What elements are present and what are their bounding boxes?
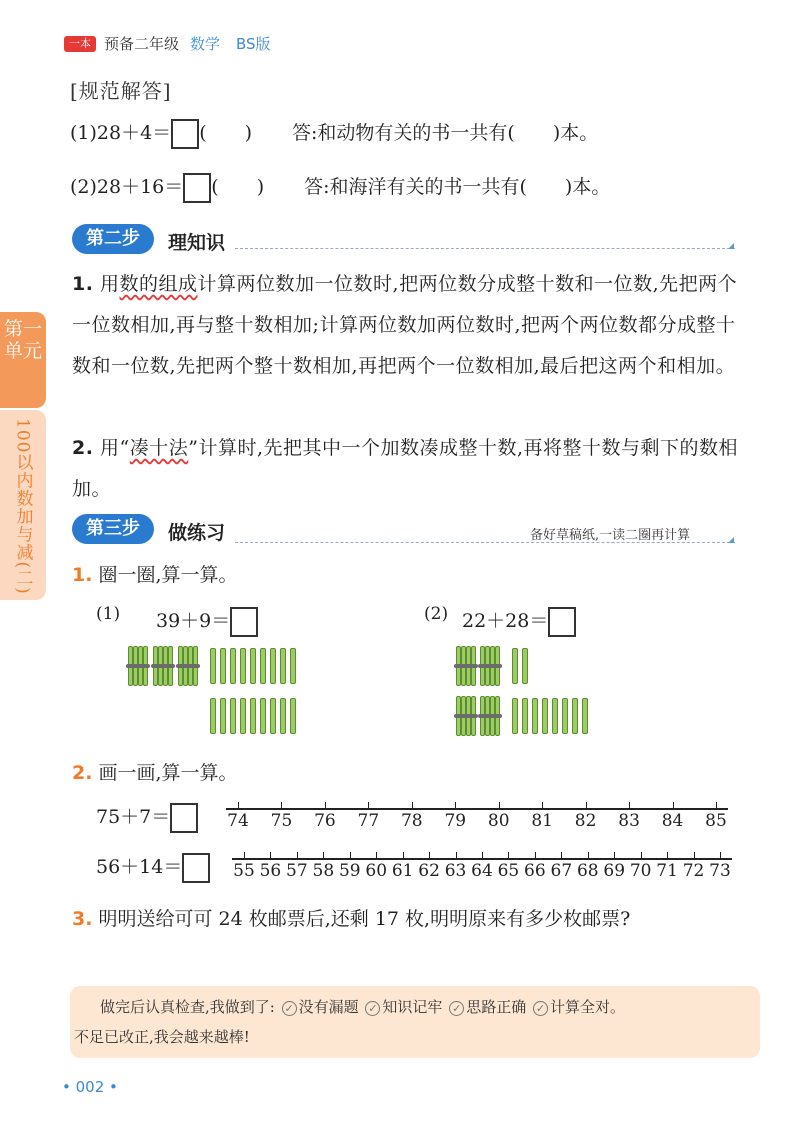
stick-bundle [128, 646, 148, 686]
number-line-label: 78 [400, 811, 423, 831]
ex2-expr-2 [96, 852, 210, 883]
single-stick [290, 698, 296, 734]
number-line-tick [297, 852, 298, 860]
number-line-tick [716, 802, 717, 810]
exercise-text: 画一画,算一算。 [98, 762, 238, 784]
number-line-tick [350, 852, 351, 860]
single-stick [562, 698, 568, 734]
number-line-label: 62 [418, 861, 440, 881]
single-stick [290, 648, 296, 684]
number-line-tick [588, 852, 589, 860]
check-circle-icon[interactable]: ✓ [449, 1001, 464, 1016]
number-line-label: 74 [227, 811, 249, 831]
single-stick [260, 698, 266, 734]
single-stick [552, 698, 558, 734]
number-line-tick [455, 802, 456, 810]
answer-label: [规范解答] [70, 79, 172, 103]
single-stick [270, 698, 276, 734]
number-line-tick [508, 852, 509, 860]
number-line-tick [244, 852, 245, 860]
self-check-panel [70, 986, 760, 1058]
section-divider [235, 542, 735, 544]
single-stick [230, 698, 236, 734]
answer-box[interactable] [171, 119, 199, 149]
number-line-tick [694, 852, 695, 860]
single-stick [270, 648, 276, 684]
single-stick [522, 698, 528, 734]
number-line-tick [641, 852, 642, 860]
answer-line-2 [70, 172, 610, 203]
single-stick [250, 698, 256, 734]
answer-sentence: 答:和海洋有关的书一共有( )本。 [304, 176, 611, 198]
corner-triangle-icon [728, 243, 734, 249]
answer-line-1 [70, 118, 598, 149]
ex2-expr-1 [96, 802, 198, 833]
check-item: 计算全对。 [550, 998, 626, 1016]
edition-label: BS版 [236, 35, 271, 53]
check-circle-icon[interactable]: ✓ [282, 1001, 297, 1016]
expr-text: 22＋28＝ [462, 610, 549, 632]
check-circle-icon[interactable]: ✓ [533, 1001, 548, 1016]
topic-tab [0, 410, 46, 600]
number-line-tick [586, 802, 587, 810]
answer-box[interactable] [170, 803, 198, 833]
number-line-label: 83 [618, 811, 640, 831]
check-item: 思路正确 [466, 998, 527, 1016]
section-pill: 第二步 [72, 224, 154, 254]
answer-expr: (2)28＋16＝ [70, 176, 184, 198]
single-stick [210, 698, 216, 734]
number-line-label: 63 [444, 861, 467, 881]
number-line-label: 61 [391, 861, 414, 881]
stick-bundle [153, 646, 173, 686]
exercise-text: 明明送给可可 24 枚邮票后,还剩 17 枚,明明原来有多少枚邮票? [98, 908, 631, 930]
number-line-label: 68 [576, 861, 599, 881]
number-line-label: 85 [705, 811, 727, 831]
number-line-label: 76 [314, 811, 336, 831]
number-line-label: 55 [233, 861, 255, 881]
single-stick [220, 698, 226, 734]
single-stick [210, 648, 216, 684]
answer-box[interactable] [548, 607, 576, 637]
page-number-text: 002 [75, 1078, 105, 1096]
check-item: 知识记牢 [382, 998, 443, 1016]
stick-bundle [178, 646, 198, 686]
number-line-label: 82 [574, 811, 597, 831]
answer-box[interactable] [182, 853, 210, 883]
expr-text: 56＋14＝ [96, 856, 183, 878]
answer-paren: ( ) [211, 176, 265, 198]
ex1-expr-1 [156, 606, 258, 637]
exercise-number: 2. [72, 762, 93, 784]
exercise-number: 1. [72, 564, 93, 586]
number-line-tick [482, 852, 483, 860]
check-intro: 做完后认真检查,我做到了: [100, 998, 275, 1016]
number-line-label: 80 [487, 811, 510, 831]
section-title: 做练习 [168, 522, 226, 544]
book-badge: 一本 [64, 36, 96, 52]
number-line-tick [499, 802, 500, 810]
stick-bundle [480, 696, 500, 736]
knowledge-item-1 [72, 264, 752, 387]
answer-sentence: 答:和动物有关的书一共有( )本。 [292, 122, 599, 144]
number-line-tick [238, 802, 239, 810]
exercise-3 [72, 904, 630, 931]
number-line-label: 75 [270, 811, 293, 831]
corner-triangle-icon [728, 537, 734, 543]
expr-text: 75＋7＝ [96, 806, 171, 828]
knowledge-item-2 [72, 428, 752, 510]
number-line-label: 56 [259, 861, 282, 881]
single-stick [260, 648, 266, 684]
number-line-label: 69 [603, 861, 626, 881]
number-line-label: 64 [471, 861, 493, 881]
number-line-tick [456, 852, 457, 860]
item-number: 1. [72, 273, 94, 295]
number-line-tick [429, 852, 430, 860]
check-item: 没有漏题 [298, 998, 359, 1016]
topic-label: 100以内数加与减(二) [12, 418, 33, 595]
ex1-expr-2 [462, 606, 576, 637]
single-stick [280, 698, 286, 734]
item-prefix: 用“ [100, 437, 130, 459]
answer-paren: ( ) [199, 122, 253, 144]
number-line-label: 81 [531, 811, 553, 831]
number-line-tick [376, 852, 377, 860]
section-note: 备好草稿纸,一读二圈再计算 [530, 528, 691, 543]
number-line-tick [325, 802, 326, 810]
key-term: 数的组成 [119, 273, 198, 295]
answer-expr: (1)28＋4＝ [70, 122, 172, 144]
item-prefix: 用 [100, 273, 120, 295]
number-line-label: 65 [497, 861, 520, 881]
single-stick [280, 648, 286, 684]
number-line-tick [673, 802, 674, 810]
number-line-tick [535, 852, 536, 860]
stick-bundle [456, 696, 476, 736]
single-stick [572, 698, 578, 734]
item-text: ”计算时,先把其中一个加数凑成整十数,再将整十数与剩下的数相加。 [72, 437, 739, 500]
single-stick [240, 648, 246, 684]
number-line-axis [226, 808, 728, 810]
number-line-label: 70 [629, 861, 652, 881]
exercise-2-title [72, 758, 238, 785]
item-text: 计算两位数加一位数时,把两位数分成整十数和一位数,先把两个一位数相加,再与整十数相加;计算两位数加两位数时,把两个两位数都分成整十数和一位数,先把两个整十数相加,再把两个一位数相加,最后把这两个和相加。 [72, 273, 738, 377]
stick-bundle [480, 646, 500, 686]
page-number: • 002 • [62, 1078, 118, 1096]
section-divider [235, 248, 735, 250]
number-line-tick [281, 802, 282, 810]
single-stick [250, 648, 256, 684]
check-line2: 不足已改正,我会越来越棒! [74, 1028, 250, 1046]
ex1-label-1: (1) [96, 604, 121, 624]
number-line-label: 58 [312, 861, 335, 881]
single-stick [240, 698, 246, 734]
single-stick [512, 648, 518, 684]
number-line-label: 72 [682, 861, 705, 881]
ex1-label-2: (2) [424, 604, 449, 624]
number-line-tick [270, 852, 271, 860]
number-line-tick [561, 852, 562, 860]
number-line-label: 71 [656, 861, 678, 881]
exercise-1-title [72, 560, 238, 587]
number-line-label: 59 [338, 861, 361, 881]
number-line-label: 77 [357, 811, 380, 831]
number-line-label: 67 [550, 861, 573, 881]
grade-label: 预备二年级 [104, 35, 180, 53]
unit-tab [0, 312, 46, 408]
number-line-tick [323, 852, 324, 860]
subject-label: 数学 [190, 35, 221, 53]
number-line-tick [720, 852, 721, 860]
exercise-number: 3. [72, 908, 93, 930]
single-stick [220, 648, 226, 684]
single-stick [512, 698, 518, 734]
expr-text: 39＋9＝ [156, 610, 231, 632]
number-line-tick [614, 852, 615, 860]
check-circle-icon[interactable]: ✓ [365, 1001, 380, 1016]
item-number: 2. [72, 437, 94, 459]
number-line-tick [629, 802, 630, 810]
single-stick [542, 698, 548, 734]
number-line-label: 73 [709, 861, 731, 881]
number-line-tick [542, 802, 543, 810]
number-line-label: 57 [286, 861, 308, 881]
number-line-tick [403, 852, 404, 860]
number-line-label: 84 [661, 811, 684, 831]
unit-label: 第一单元 [3, 318, 42, 362]
single-stick [532, 698, 538, 734]
section-pill: 第三步 [72, 514, 154, 544]
single-stick [230, 648, 236, 684]
number-line-tick [412, 802, 413, 810]
number-line-tick [368, 802, 369, 810]
single-stick [582, 698, 588, 734]
number-line-label: 60 [365, 861, 388, 881]
number-line-label: 79 [444, 811, 467, 831]
stick-bundle [456, 646, 476, 686]
answer-box[interactable] [183, 173, 211, 203]
number-line-label: 66 [524, 861, 546, 881]
section-title: 理知识 [168, 232, 226, 254]
key-term: 凑十法 [129, 437, 189, 459]
answer-box[interactable] [230, 607, 258, 637]
number-line-tick [667, 852, 668, 860]
exercise-text: 圈一圈,算一算。 [98, 564, 238, 586]
single-stick [522, 648, 528, 684]
